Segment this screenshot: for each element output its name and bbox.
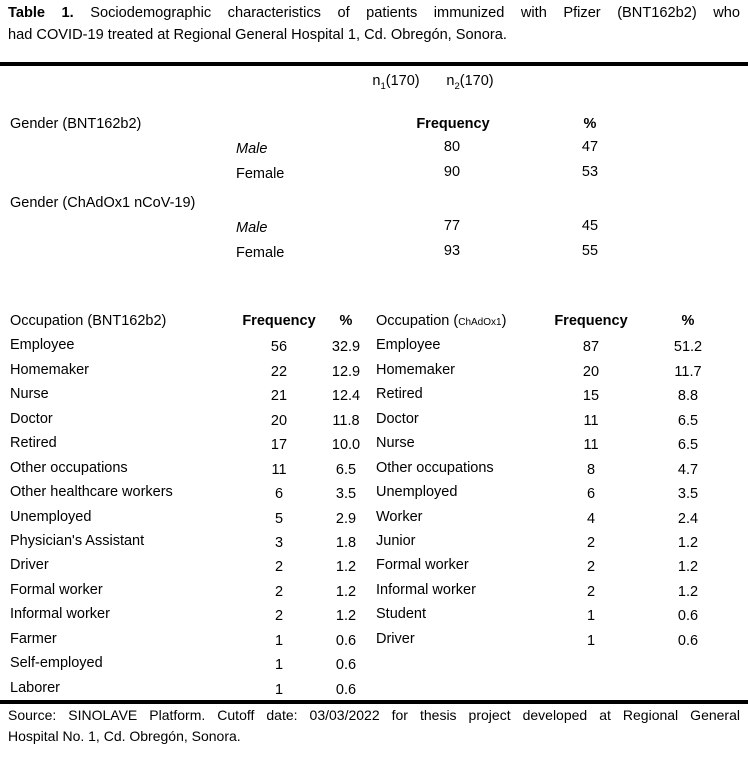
occupation-right-percent: 0.6 xyxy=(677,632,699,649)
occupation-left-title: Occupation (BNT162b2) xyxy=(10,313,167,329)
occupation-left-percent: 11.8 xyxy=(332,412,360,429)
occupation-left-label: Physician's Assistant xyxy=(10,532,145,549)
occupation-left-label: Retired xyxy=(10,435,57,452)
occupation-right-frequency: 15 xyxy=(582,388,600,405)
occupation-left-percent: 1.8 xyxy=(335,534,357,551)
occupation-left-label: Other occupations xyxy=(10,459,128,476)
occupation-right-frequency-header: Frequency xyxy=(554,313,628,329)
occupation-left-frequency: 2 xyxy=(274,583,284,600)
occupation-right-label: Informal worker xyxy=(376,581,476,598)
occupation-left-percent: 6.5 xyxy=(335,461,357,478)
table-bottom-rule xyxy=(0,700,748,704)
occupation-right-percent: 8.8 xyxy=(677,388,699,405)
table-top-rule xyxy=(0,62,748,66)
occupation-left-label: Doctor xyxy=(10,410,53,427)
occupation-right-title-suffix: ) xyxy=(501,313,507,329)
occupation-grid xyxy=(8,312,740,703)
gender-chadox-male-frequency: 77 xyxy=(443,218,461,234)
occupation-left-frequency: 6 xyxy=(274,486,284,503)
occupation-left-frequency-header: Frequency xyxy=(242,313,316,329)
n2-base: n xyxy=(446,73,455,89)
occupation-left-percent: 0.6 xyxy=(335,681,357,698)
occupation-left-percent: 10.0 xyxy=(331,437,361,454)
gender-frequency-header: Frequency xyxy=(416,116,490,132)
occupation-right-percent: 6.5 xyxy=(677,412,699,429)
occupation-right-frequency: 87 xyxy=(582,339,600,356)
occupation-right-percent: 0.6 xyxy=(677,608,699,625)
occupation-right-frequency: 2 xyxy=(586,534,596,551)
caption-text-line1: Sociodemographic characteristics of patients immunized with Pfizer (BNT162b2) who xyxy=(90,5,740,21)
occupation-right-label: Nurse xyxy=(376,435,415,452)
occupation-left-percent: 12.4 xyxy=(331,388,361,405)
gender-bnt-male-frequency: 80 xyxy=(443,139,461,155)
n1-base: n xyxy=(372,73,381,89)
occupation-right-frequency: 8 xyxy=(586,461,596,478)
caption-line1 xyxy=(8,3,740,25)
gender-chadox-female-frequency: 93 xyxy=(443,243,461,259)
source-note xyxy=(8,705,740,747)
caption-table-number: Table 1. xyxy=(8,5,74,21)
occupation-left-percent: 1.2 xyxy=(335,559,357,576)
gender-chadox-female-percent: 55 xyxy=(581,243,599,259)
occupation-right-label: Other occupations xyxy=(376,459,494,476)
occupation-left-label: Farmer xyxy=(10,630,57,647)
occupation-left-frequency: 11 xyxy=(271,461,287,478)
occupation-right-frequency: 20 xyxy=(582,363,600,380)
occupation-right-frequency: 1 xyxy=(586,608,596,625)
occupation-right-percent-header: % xyxy=(681,313,695,329)
gender-bnt-male-percent: 47 xyxy=(581,139,599,155)
occupation-right-label: Doctor xyxy=(376,410,419,427)
occupation-right-title-vaccine: ChAdOx1 xyxy=(458,317,502,328)
occupation-right-label: Student xyxy=(376,606,426,623)
occupation-left-frequency: 20 xyxy=(270,412,288,429)
occupation-right-percent: 1.2 xyxy=(677,583,699,600)
occupation-left-frequency: 21 xyxy=(270,388,288,405)
occupation-left-percent: 0.6 xyxy=(335,657,357,674)
occupation-left-percent: 2.9 xyxy=(335,510,357,527)
occupation-left-label: Employee xyxy=(10,337,75,354)
occupation-left-percent: 32.9 xyxy=(331,339,361,356)
occupation-right-frequency: 6 xyxy=(586,486,596,503)
occupation-right-label xyxy=(374,654,546,678)
occupation-right-label: Junior xyxy=(376,532,416,549)
occupation-left-frequency: 3 xyxy=(274,534,284,551)
occupation-right-label: Homemaker xyxy=(376,361,455,378)
occupation-right-frequency: 2 xyxy=(586,583,596,600)
occupation-right-label: Driver xyxy=(376,630,415,647)
n2-column-header xyxy=(446,72,493,91)
occupation-left-label: Laborer xyxy=(10,679,60,696)
occupation-right-frequency: 2 xyxy=(586,559,596,576)
occupation-left-label: Self-employed xyxy=(10,655,103,672)
table-caption xyxy=(8,3,740,46)
gender-bnt-male-label: Male xyxy=(236,141,268,157)
occupation-right-percent: 1.2 xyxy=(677,559,699,576)
gender-bnt-female-frequency: 90 xyxy=(443,164,461,180)
gender-bnt-female-percent: 53 xyxy=(581,164,599,180)
occupation-right-label: Employee xyxy=(376,337,441,354)
occupation-left-percent: 0.6 xyxy=(335,632,357,649)
occupation-left-label: Other healthcare workers xyxy=(10,484,173,501)
occupation-right-frequency: 11 xyxy=(583,437,599,454)
occupation-left-label: Homemaker xyxy=(10,361,89,378)
n2-subscript: 2 xyxy=(454,80,460,92)
gender-chadox-male-label: Male xyxy=(236,220,268,236)
occupation-left-frequency: 2 xyxy=(274,608,284,625)
occupation-left-percent-header: % xyxy=(339,313,353,329)
occupation-right-frequency xyxy=(546,654,636,678)
occupation-left-label: Driver xyxy=(10,557,49,574)
occupation-right-frequency: 4 xyxy=(586,510,596,527)
gender-percent-header: % xyxy=(583,116,597,132)
occupation-right-percent: 6.5 xyxy=(677,437,699,454)
occupation-left-frequency: 17 xyxy=(270,437,288,454)
occupation-left-label: Formal worker xyxy=(10,581,103,598)
occupation-left-frequency: 1 xyxy=(274,681,284,698)
occupation-left-label: Nurse xyxy=(10,386,49,403)
occupation-left-percent: 1.2 xyxy=(335,608,357,625)
occupation-left-frequency: 1 xyxy=(274,632,284,649)
occupation-right-frequency: 1 xyxy=(586,632,596,649)
occupation-left-frequency: 22 xyxy=(270,363,288,380)
occupation-right-percent: 2.4 xyxy=(677,510,699,527)
occupation-left-frequency: 5 xyxy=(274,510,284,527)
occupation-left-label: Informal worker xyxy=(10,606,110,623)
gender-chadox-male-percent: 45 xyxy=(581,218,599,234)
occupation-right-label: Worker xyxy=(376,508,423,525)
occupation-right-title xyxy=(374,312,546,336)
gender-bnt-label: Gender (BNT162b2) xyxy=(10,116,142,132)
occupation-right-percent: 4.7 xyxy=(677,461,699,478)
occupation-right-label: Formal worker xyxy=(376,557,469,574)
occupation-left-frequency: 1 xyxy=(274,657,284,674)
source-note-line1: Source: SINOLAVE Platform. Cutoff date: 03/03/2022 for thesis project developed at Regional General xyxy=(8,707,740,723)
occupation-right-label: Retired xyxy=(376,386,423,403)
occupation-right-percent: 51.2 xyxy=(673,339,703,356)
n1-count: (170) xyxy=(385,73,420,89)
occupation-left-percent: 3.5 xyxy=(335,486,357,503)
caption-line2: had COVID-19 treated at Regional General Hospital 1, Cd. Obregón, Sonora. xyxy=(8,26,507,43)
source-note-line2: Hospital No. 1, Cd. Obregón, Sonora. xyxy=(8,728,241,744)
n1-column-header xyxy=(372,72,419,91)
occupation-right-frequency: 11 xyxy=(583,412,599,429)
gender-chadox-female-label: Female xyxy=(236,245,285,261)
occupation-right-label: Unemployed xyxy=(376,484,458,501)
occupation-left-frequency: 56 xyxy=(270,339,288,356)
occupation-left-frequency: 2 xyxy=(274,559,284,576)
gender-bnt-female-label: Female xyxy=(236,166,285,182)
occupation-left-percent: 12.9 xyxy=(331,363,361,380)
occupation-right-percent: 3.5 xyxy=(677,486,699,503)
n2-count: (170) xyxy=(459,73,494,89)
occupation-right-title-prefix: Occupation ( xyxy=(376,313,459,329)
occupation-left-percent: 1.2 xyxy=(335,583,357,600)
occupation-left-label: Unemployed xyxy=(10,508,92,525)
gender-chadox-label: Gender (ChAdOx1 nCoV-19) xyxy=(10,195,196,211)
occupation-right-percent xyxy=(636,654,740,678)
occupation-right-percent: 1.2 xyxy=(677,534,699,551)
n1-subscript: 1 xyxy=(380,80,386,92)
occupation-right-percent: 11.7 xyxy=(674,363,702,380)
